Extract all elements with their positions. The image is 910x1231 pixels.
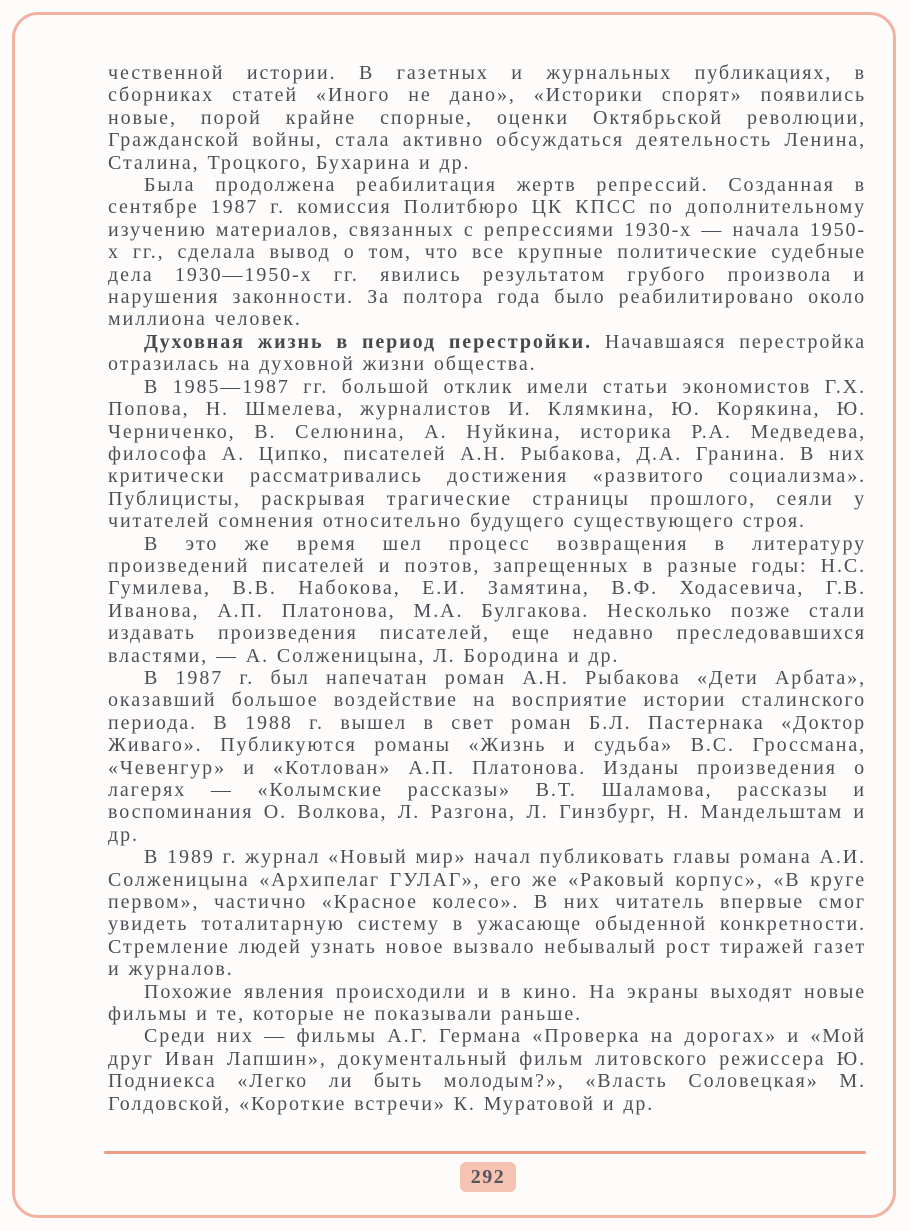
section-lead-bold: Духовная жизнь в период перестройки. (144, 330, 592, 353)
paragraph-spiritual-life (108, 331, 866, 376)
paragraph-banned-writers: В это же время шел процесс возвращения в литературу произведений писателей и поэтов, запрещенных в разные годы: Н.С. Гумилева, В.В. Набокова, Е.И. Замятина, В.Ф. Ходасевича, Г.В. Иванова, А.П. Платонова, М.А. Булгакова. Несколько позже стали издавать произведения писателей, еще недавно преследовавшихся властями, — А. Солженицына, Л. Бородина и др. (108, 532, 866, 667)
paragraph-novels-1987: В 1987 г. был напечатан роман А.Н. Рыбакова «Дети Арбата», оказавший большое воздействие на восприятие истории сталинского периода. В 1988 г. вышел в свет роман Б.Л. Пастернака «Доктор Живаго». Публикуются романы «Жизнь и судьба» В.С. Гроссмана, «Чевенгур» и «Котлован» А.П. Платонова. Изданы произведения о лагерях — «Колымские рассказы» В.Т. Шаламова, рассказы и воспоминания О. Волкова, Л. Разгона, Л. Гинзбург, Н. Мандельштам и др. (108, 666, 866, 846)
paragraph-continuation: чественной истории. В газетных и журнальных публикациях, в сборниках статей «Иного не дано», «Историки спорят» появились новые, порой крайне спорные, оценки Октябрьской революции, Гражданской войны, стала активно обсуждаться деятельность Ленина, Сталина, Троцкого, Бухарина и др. (108, 62, 866, 174)
paragraph-cinema: Похожие явления происходили и в кино. На экраны выходят новые фильмы и те, которые не показывали раньше. (108, 980, 866, 1026)
paragraph-economists: В 1985—1987 гг. большой отклик имели статьи экономистов Г.Х. Попова, Н. Шмелева, журналистов И. Клямкина, Ю. Корякина, Ю. Черниченко, В. Селюнина, А. Нуйкина, историка Р.А. Медведева, философа А. Ципко, писателей А.Н. Рыбакова, Д.А. Гранина. В них критически рассматривались достижения «развитого социализма». Публицисты, раскрывая трагические страницы прошлого, сеяли у читателей сомнения относительно будущего существующего строя. (108, 375, 866, 533)
section-lead-text: Начавшаяся перестройка отразилась на духовной жизни общества. (108, 330, 866, 376)
paragraph-rehabilitation: Была продолжена реабилитация жертв репрессий. Созданная в сентябре 1987 г. комиссия Политбюро ЦК КПСС по дополнительному изучению материалов, связанных с репрессиями 1930-х — начала 1950-х гг., сделала вывод о том, что все крупные политические судебные дела 1930—1950-х гг. явились результатом грубого произвола и нарушения законности. За полтора года было реабилитировано около миллиона человек. (108, 174, 866, 331)
paragraph-novy-mir-1989: В 1989 г. журнал «Новый мир» начал публиковать главы романа А.И. Солженицына «Архипелаг ГУЛАГ», его же «Раковый корпус», «В круге первом», частично «Красное колесо». В них читатель впервые смог увидеть тоталитарную систему в ужасающе обыденной конкретности. Стремление людей узнать новое вызвало небывалый рост тиражей газет и журналов. (108, 846, 867, 981)
footer-divider (104, 1151, 866, 1154)
page-content (108, 62, 866, 1115)
paragraph-films-list: Среди них — фильмы А.Г. Германа «Проверка на дорогах» и «Мой друг Иван Лапшин», документальный фильм литовского режиссера Ю. Подниекса «Легко ли быть молодым?», «Власть Соловецкая» М. Голдовской, «Короткие встречи» К. Муратовой и др. (108, 1025, 866, 1115)
page-number: 292 (460, 1162, 516, 1192)
